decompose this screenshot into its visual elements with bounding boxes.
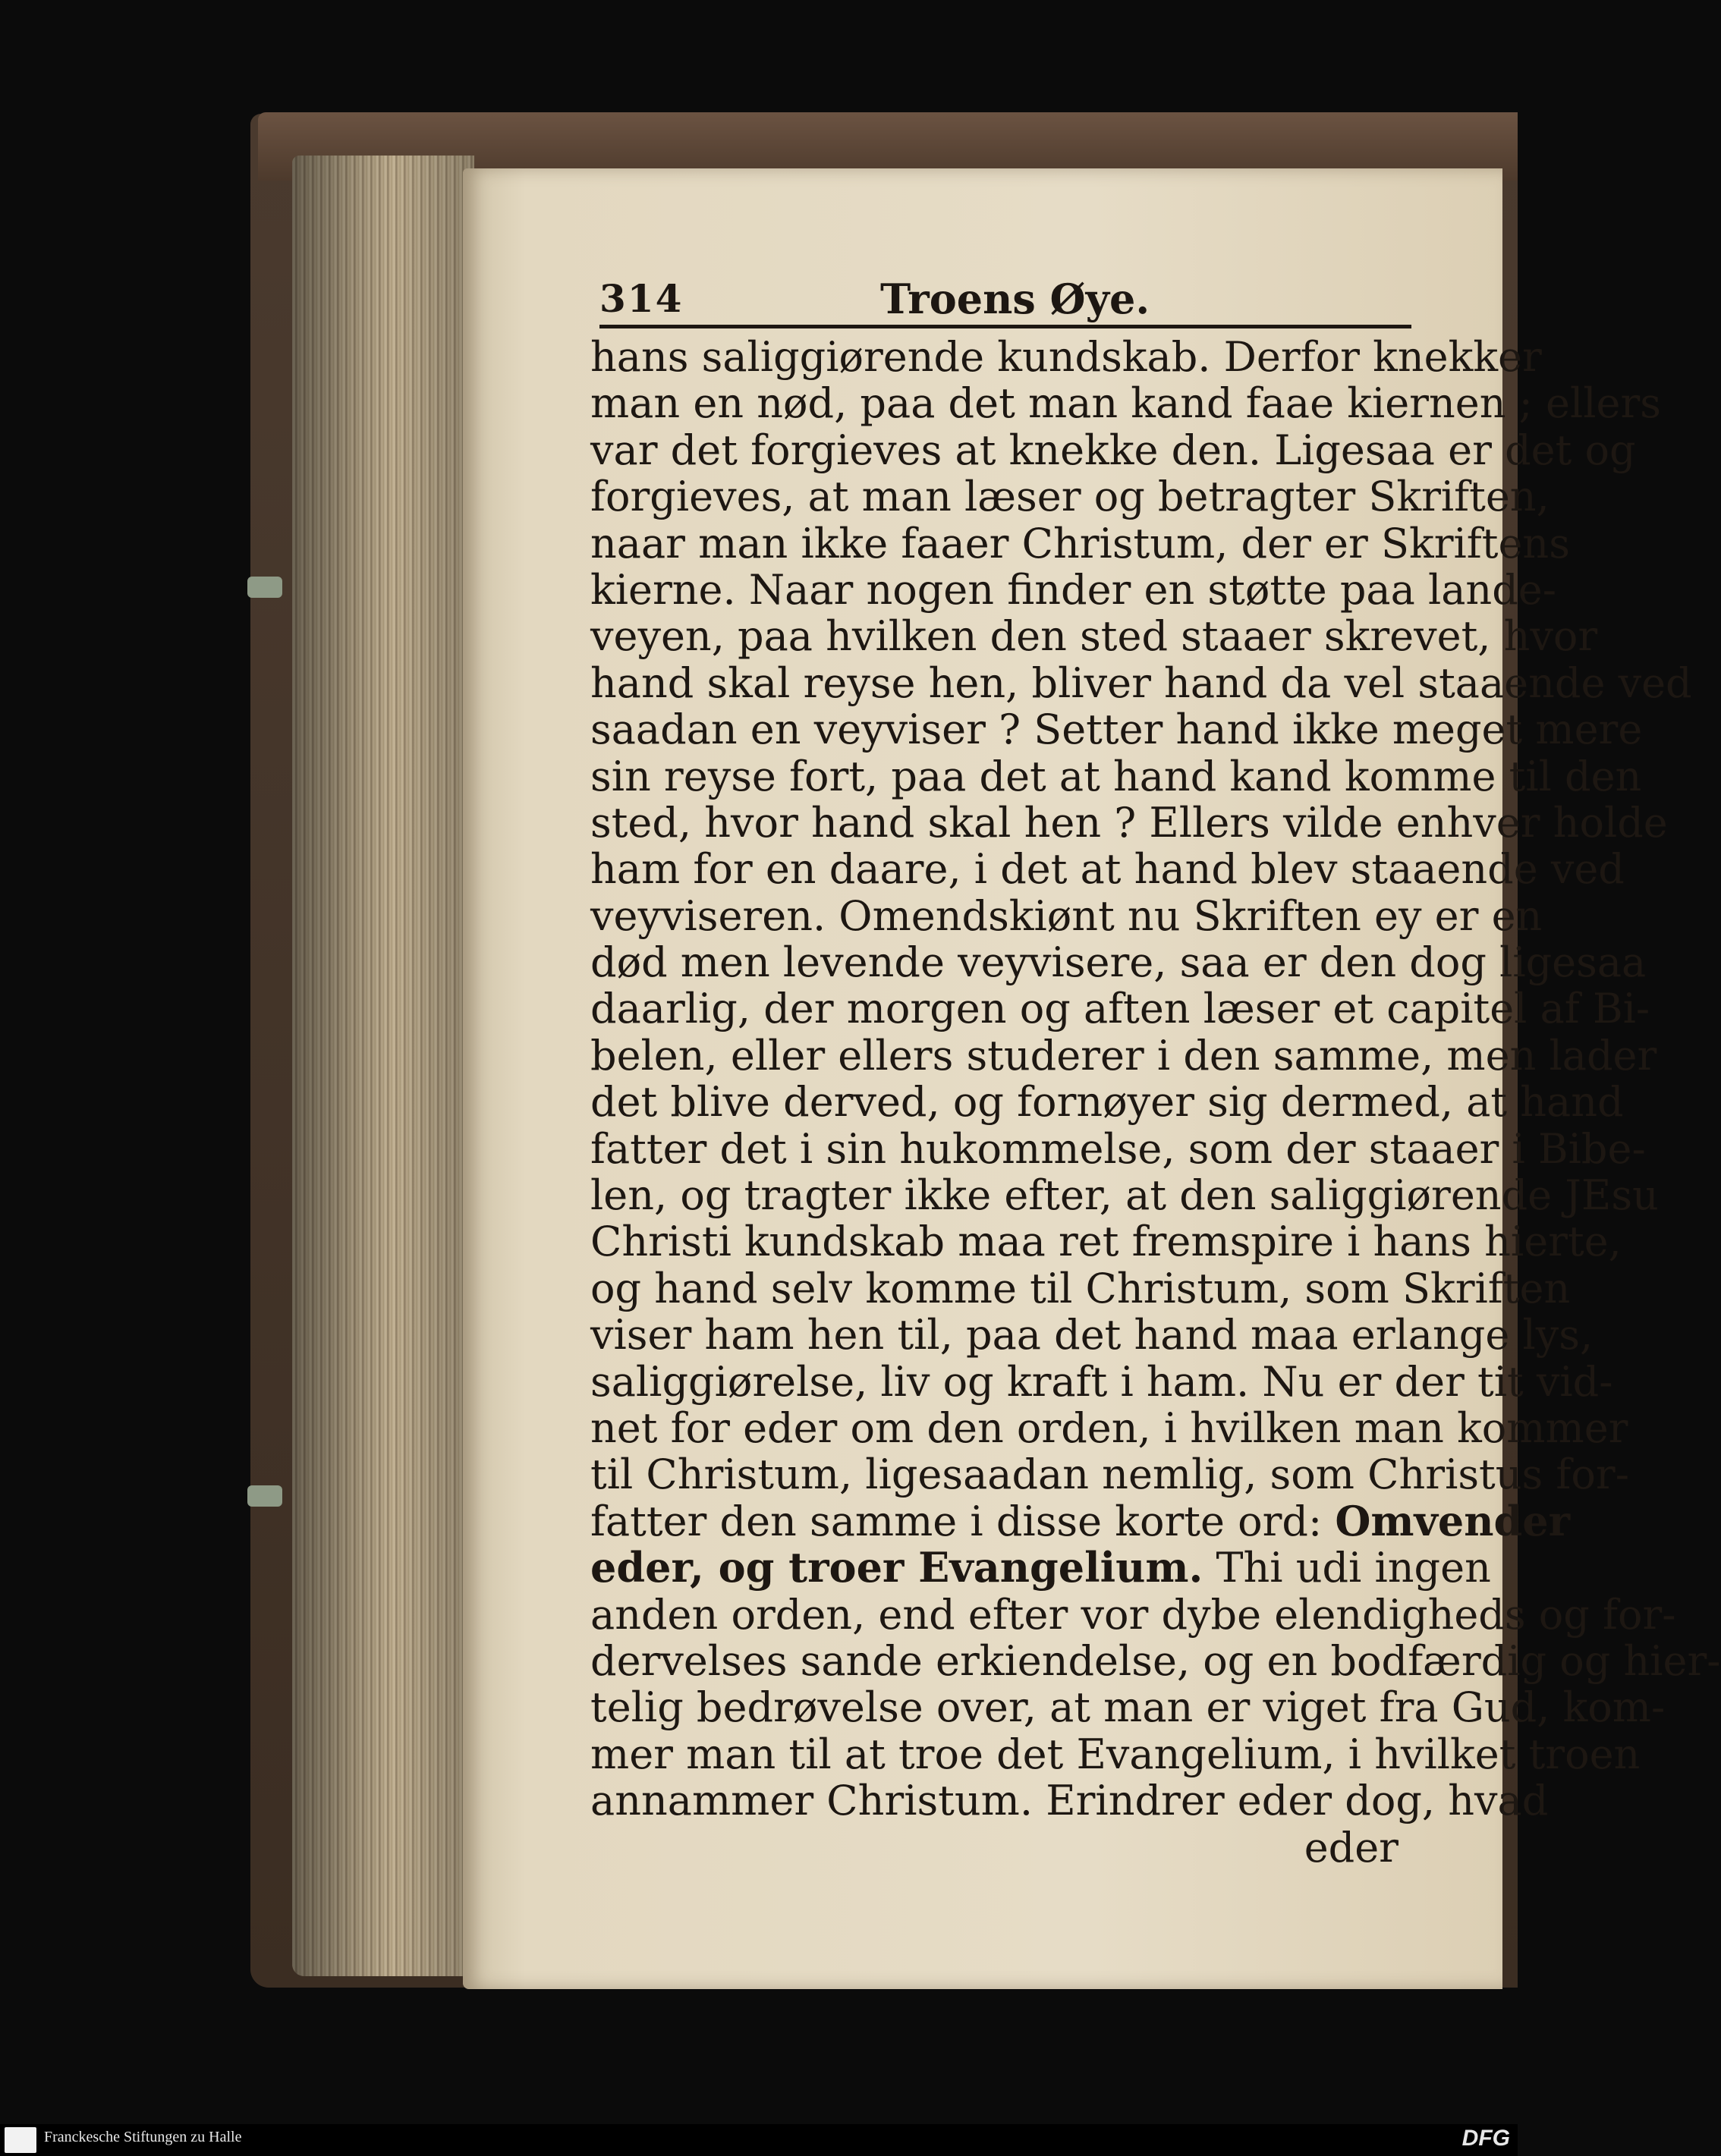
text-line: og hand selv komme til Christum, som Skriften (590, 1264, 1571, 1312)
text-line: belen, eller ellers studerer i den samme, men lader (590, 1031, 1657, 1080)
text-line: net for eder om den orden, i hvilken man kommer (590, 1403, 1628, 1452)
text-line: viser ham hen til, paa det hand maa erlange lys, (590, 1311, 1594, 1359)
page-stack-shadow (292, 156, 474, 1976)
text-line: len, og tragter ikke efter, at den saliggiørende JEsu (590, 1171, 1659, 1220)
text-line: saadan en veyviser ? Setter hand ikke meget mere (590, 706, 1643, 754)
body-text (590, 333, 1721, 1872)
text-line: var det forgieves at knekke den. Ligesaa er det og (590, 426, 1636, 474)
text-line: eder, og troer Evangelium. Thi udi ingen (590, 1543, 1491, 1592)
text-line: Christi kundskab maa ret fremspire i hans hierte, (590, 1218, 1622, 1266)
text-line-start: fatter den samme i disse korte ord: (590, 1497, 1336, 1545)
text-line: mer man til at troe det Evangelium, i hvilket troen (590, 1730, 1641, 1778)
institution-logo (5, 2127, 36, 2153)
emphasis-word: Omvender (1335, 1496, 1571, 1545)
text-line: anden orden, end efter vor dybe elendigheds og for- (590, 1590, 1676, 1639)
page-header (599, 276, 1411, 329)
text-line: hans saliggiørende kundskab. Derfor knekker (590, 333, 1542, 381)
text-line: til Christum, ligesaadan nemlig, som Christus for- (590, 1450, 1629, 1499)
page-number: 314 (599, 276, 684, 321)
text-line: daarlig, der morgen og aften læser et capitel af Bi- (590, 985, 1650, 1033)
text-line: kierne. Naar nogen finder en støtte paa lande- (590, 565, 1556, 614)
text-line (590, 1496, 1571, 1545)
clasp-upper (247, 577, 282, 598)
header-rule (599, 325, 1411, 328)
text-line: telig bedrøvelse over, at man er viget fra Gud, kom- (590, 1683, 1666, 1732)
text-line: fatter det i sin hukommelse, som der staaer i Bibe- (590, 1124, 1646, 1173)
text-line: annammer Christum. Erindrer eder dog, hvad (590, 1777, 1549, 1825)
text-line: saliggiørelse, liv og kraft i ham. Nu er der tit vid- (590, 1357, 1613, 1406)
institution-name: Franckesche Stiftungen zu Halle (44, 2129, 242, 2145)
dfg-logo: DFG (1461, 2126, 1510, 2151)
text-line: død men levende veyvisere, saa er den dog ligesaa (590, 938, 1647, 987)
text-line: forgieves, at man læser og betragter Skriften, (590, 473, 1550, 521)
clasp-lower (247, 1485, 282, 1507)
text-line: ham for en daare, i det at hand blev staaende ved (590, 845, 1625, 894)
text-line: hand skal reyse hen, bliver hand da vel staaende ved (590, 658, 1692, 707)
text-line: sin reyse fort, paa det at hand kand komme til den (590, 752, 1642, 800)
text-line: veyen, paa hvilken den sted staaer skrevet, hvor (590, 612, 1598, 661)
running-head: Troens Øye. (880, 275, 1150, 323)
text-line: dervelses sande erkiendelse, og en bodfærdig og hier- (590, 1636, 1721, 1685)
catchword: eder (1304, 1823, 1399, 1872)
text-line: naar man ikke faaer Christum, der er Skriftens (590, 519, 1570, 567)
text-line: sted, hvor hand skal hen ? Ellers vilde enhver holde (590, 798, 1668, 847)
text-line: veyviseren. Omendskiønt nu Skriften ey er en (590, 891, 1543, 940)
text-line: man en nød, paa det man kand faae kiernen ; ellers (590, 379, 1661, 428)
text-line: det blive derved, og fornøyer sig dermed, at hand (590, 1078, 1624, 1127)
